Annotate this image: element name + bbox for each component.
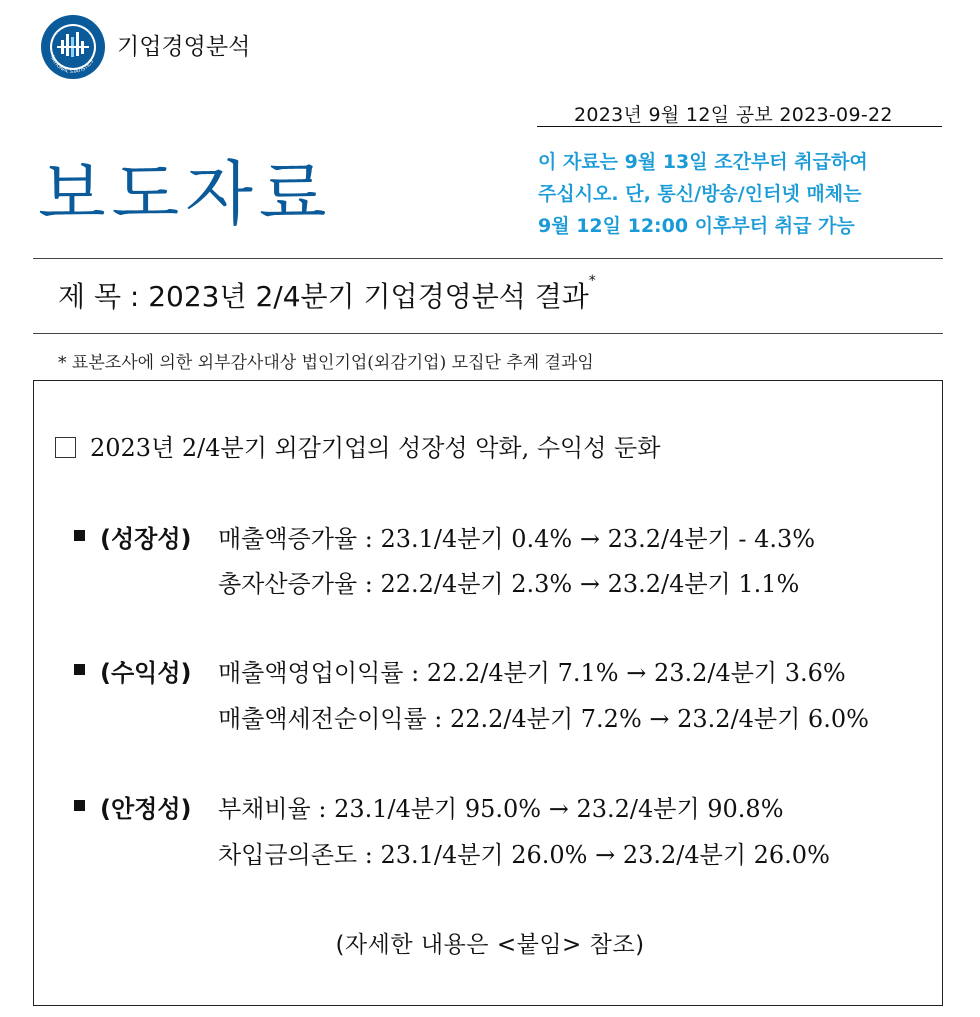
embargo-line: 이 자료는 9월 13일 조간부터 취급하여 (538, 151, 868, 173)
subject-title: 2023년 2/4분기 기업경영분석 결과 (148, 280, 589, 313)
press-release-title: 보도자료 (38, 153, 333, 235)
logo-text: NATIONAL STATISTICS (48, 54, 95, 76)
metric-line: 매출액세전순이익률 : 22.2/4분기 7.2% → 23.2/4분기 6.0% (218, 705, 869, 733)
reference-note (0, 926, 980, 959)
headline-text: 2023년 2/4분기 외감기업의 성장성 악화, 수익성 둔화 (90, 434, 661, 462)
square-bullet-icon (74, 530, 85, 541)
divider (33, 258, 943, 259)
embargo-notice (538, 146, 958, 242)
group-label-growth: (성장성) (100, 525, 192, 553)
metric-line: 매출액영업이익률 : 22.2/4분기 7.1% → 23.2/4분기 3.6% (218, 659, 846, 687)
subject-line (58, 275, 596, 315)
issue-date-line: 2023년 9월 12일 공보 2023-09-22 (574, 104, 893, 126)
footnote: * 표본조사에 의한 외부감사대상 법인기업(외감기업) 모집단 추계 결과임 (58, 353, 594, 373)
issue-rule (537, 126, 942, 127)
metric-line: 총자산증가율 : 22.2/4분기 2.3% → 23.2/4분기 1.1% (218, 570, 800, 598)
summary-box (33, 380, 943, 1006)
metric-line: 부채비율 : 23.1/4분기 95.0% → 23.2/4분기 90.8% (218, 795, 784, 823)
square-bullet-icon (74, 664, 85, 675)
group-label-stability: (안정성) (100, 795, 192, 823)
square-bullet-icon (74, 800, 85, 811)
metric-line: 차입금의존도 : 23.1/4분기 26.0% → 23.2/4분기 26.0% (218, 841, 830, 869)
embargo-line: 9월 12일 12:00 이후부터 취급 가능 (538, 215, 855, 237)
subject-label: 제 목 : (58, 280, 149, 313)
subject-footnote-mark: * (588, 273, 596, 289)
statistics-logo (40, 14, 106, 80)
metric-line: 매출액증가율 : 23.1/4분기 0.4% → 23.2/4분기 - 4.3% (218, 525, 816, 553)
summary-headline (55, 428, 660, 463)
reference-text: (자세한 내용은 <붙임> 참조) (335, 932, 645, 958)
checkbox-square-icon (55, 437, 76, 458)
embargo-line: 주십시오. 단, 통신/방송/인터넷 매체는 (538, 183, 862, 205)
divider (33, 333, 943, 334)
group-label-profitability: (수익성) (100, 659, 192, 687)
org-name: 기업경영분석 (117, 34, 251, 60)
